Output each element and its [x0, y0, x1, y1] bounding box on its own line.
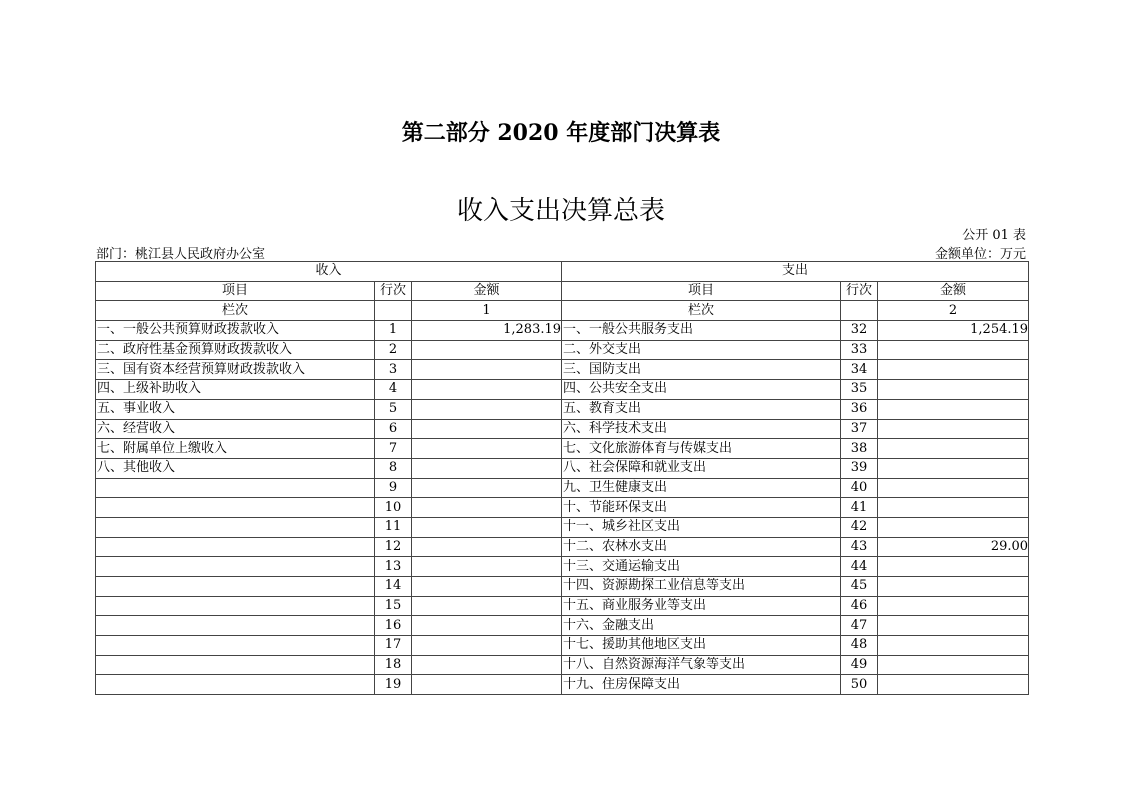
expense-amount-cell	[878, 399, 1029, 419]
expense-amount-cell	[878, 439, 1029, 459]
income-item-cell: 四、上级补助收入	[96, 380, 375, 400]
income-line-cell: 18	[375, 655, 412, 675]
expense-item-cell: 十八、自然资源海洋气象等支出	[562, 655, 841, 675]
expense-amount-cell	[878, 478, 1029, 498]
expense-item-cell: 六、科学技术支出	[562, 419, 841, 439]
table-row	[96, 596, 1029, 616]
expense-amount-header: 金额	[878, 281, 1029, 301]
table-row	[96, 577, 1029, 597]
income-amount-cell	[412, 517, 562, 537]
expense-line-cell: 46	[841, 596, 878, 616]
expense-item-cell: 四、公共安全支出	[562, 380, 841, 400]
expense-item-cell: 七、文化旅游体育与传媒支出	[562, 439, 841, 459]
table-row	[96, 439, 1029, 459]
expense-amount-cell	[878, 419, 1029, 439]
expense-amount-cell	[878, 655, 1029, 675]
income-amount-cell	[412, 419, 562, 439]
income-column-number: 1	[412, 301, 562, 321]
income-amount-cell	[412, 655, 562, 675]
income-line-cell: 7	[375, 439, 412, 459]
expense-item-cell: 十六、金融支出	[562, 616, 841, 636]
expense-amount-cell	[878, 517, 1029, 537]
income-amount-cell	[412, 360, 562, 380]
table-row	[96, 498, 1029, 518]
income-column-label: 栏次	[96, 301, 375, 321]
income-item-cell	[96, 675, 375, 695]
expense-header: 支出	[562, 262, 1029, 282]
income-amount-cell	[412, 458, 562, 478]
income-item-cell: 二、政府性基金预算财政拨款收入	[96, 340, 375, 360]
table-row	[96, 557, 1029, 577]
expense-item-cell: 十七、援助其他地区支出	[562, 636, 841, 656]
expense-item-header: 项目	[562, 281, 841, 301]
income-item-cell	[96, 537, 375, 557]
income-item-cell	[96, 577, 375, 597]
income-line-cell: 9	[375, 478, 412, 498]
table-row	[96, 340, 1029, 360]
income-item-cell: 五、事业收入	[96, 399, 375, 419]
income-item-cell	[96, 557, 375, 577]
income-amount-cell	[412, 596, 562, 616]
expense-item-cell: 十五、商业服务业等支出	[562, 596, 841, 616]
expense-line-cell: 32	[841, 321, 878, 341]
expense-column-label: 栏次	[562, 301, 841, 321]
income-line-cell: 6	[375, 419, 412, 439]
income-item-cell: 六、经营收入	[96, 419, 375, 439]
income-item-cell: 八、其他收入	[96, 458, 375, 478]
income-amount-cell: 1,283.19	[412, 321, 562, 341]
income-amount-cell	[412, 478, 562, 498]
income-amount-cell	[412, 557, 562, 577]
table-row	[96, 517, 1029, 537]
income-amount-cell	[412, 616, 562, 636]
income-line-cell: 1	[375, 321, 412, 341]
income-amount-cell	[412, 675, 562, 695]
expense-line-cell: 45	[841, 577, 878, 597]
expense-line-cell: 33	[841, 340, 878, 360]
income-amount-cell	[412, 636, 562, 656]
expense-line-cell: 44	[841, 557, 878, 577]
table-row	[96, 616, 1029, 636]
table-body	[96, 321, 1029, 695]
empty-cell	[841, 301, 878, 321]
income-expense-table	[95, 261, 1029, 695]
expense-item-cell: 十九、住房保障支出	[562, 675, 841, 695]
expense-amount-cell	[878, 616, 1029, 636]
income-line-cell: 15	[375, 596, 412, 616]
income-item-cell	[96, 596, 375, 616]
income-amount-cell	[412, 340, 562, 360]
expense-line-cell: 35	[841, 380, 878, 400]
expense-item-cell: 九、卫生健康支出	[562, 478, 841, 498]
expense-amount-cell	[878, 636, 1029, 656]
expense-item-cell: 八、社会保障和就业支出	[562, 458, 841, 478]
table-row	[96, 321, 1029, 341]
table-row	[96, 655, 1029, 675]
expense-item-cell: 一、一般公共服务支出	[562, 321, 841, 341]
expense-amount-cell: 1,254.19	[878, 321, 1029, 341]
income-line-cell: 2	[375, 340, 412, 360]
unit-label: 金额单位：万元	[934, 247, 1026, 262]
income-item-cell	[96, 655, 375, 675]
expense-amount-cell	[878, 596, 1029, 616]
income-item-header: 项目	[96, 281, 375, 301]
expense-item-cell: 十二、农林水支出	[562, 537, 841, 557]
expense-item-cell: 十、节能环保支出	[562, 498, 841, 518]
income-line-cell: 17	[375, 636, 412, 656]
income-line-cell: 3	[375, 360, 412, 380]
form-number: 公开 01 表	[962, 228, 1026, 243]
expense-amount-cell: 29.00	[878, 537, 1029, 557]
income-item-cell	[96, 478, 375, 498]
table-title: 收入支出决算总表	[456, 196, 665, 226]
income-item-cell	[96, 616, 375, 636]
expense-line-cell: 42	[841, 517, 878, 537]
table-row	[96, 458, 1029, 478]
expense-item-cell: 十三、交通运输支出	[562, 557, 841, 577]
income-item-cell	[96, 498, 375, 518]
expense-line-cell: 34	[841, 360, 878, 380]
expense-line-cell: 40	[841, 478, 878, 498]
expense-amount-cell	[878, 498, 1029, 518]
expense-amount-cell	[878, 557, 1029, 577]
table-row	[96, 636, 1029, 656]
expense-amount-cell	[878, 360, 1029, 380]
income-item-cell	[96, 517, 375, 537]
expense-amount-cell	[878, 340, 1029, 360]
income-line-cell: 11	[375, 517, 412, 537]
income-amount-cell	[412, 537, 562, 557]
income-item-cell: 一、一般公共预算财政拨款收入	[96, 321, 375, 341]
income-line-cell: 14	[375, 577, 412, 597]
income-line-cell: 13	[375, 557, 412, 577]
table-row	[96, 675, 1029, 695]
expense-line-cell: 48	[841, 636, 878, 656]
income-amount-cell	[412, 577, 562, 597]
table-row	[96, 380, 1029, 400]
income-line-cell: 12	[375, 537, 412, 557]
income-amount-cell	[412, 439, 562, 459]
expense-line-header: 行次	[841, 281, 878, 301]
expense-line-cell: 39	[841, 458, 878, 478]
department-label: 部门：桃江县人民政府办公室	[96, 247, 266, 262]
section-header-row	[96, 262, 1029, 282]
income-line-cell: 5	[375, 399, 412, 419]
table-row	[96, 419, 1029, 439]
income-amount-cell	[412, 498, 562, 518]
income-item-cell: 七、附属单位上缴收入	[96, 439, 375, 459]
income-amount-header: 金额	[412, 281, 562, 301]
expense-line-cell: 37	[841, 419, 878, 439]
income-line-cell: 19	[375, 675, 412, 695]
expense-line-cell: 47	[841, 616, 878, 636]
income-amount-cell	[412, 380, 562, 400]
table-row	[96, 399, 1029, 419]
income-line-header: 行次	[375, 281, 412, 301]
table-row	[96, 478, 1029, 498]
expense-amount-cell	[878, 380, 1029, 400]
expense-line-cell: 50	[841, 675, 878, 695]
income-item-cell: 三、国有资本经营预算财政拨款收入	[96, 360, 375, 380]
expense-amount-cell	[878, 458, 1029, 478]
income-line-cell: 10	[375, 498, 412, 518]
income-item-cell	[96, 636, 375, 656]
table-row	[96, 537, 1029, 557]
expense-line-cell: 41	[841, 498, 878, 518]
expense-line-cell: 38	[841, 439, 878, 459]
expense-item-cell: 二、外交支出	[562, 340, 841, 360]
expense-line-cell: 49	[841, 655, 878, 675]
expense-amount-cell	[878, 675, 1029, 695]
table-row	[96, 360, 1029, 380]
expense-line-cell: 43	[841, 537, 878, 557]
income-header: 收入	[96, 262, 562, 282]
expense-item-cell: 三、国防支出	[562, 360, 841, 380]
expense-line-cell: 36	[841, 399, 878, 419]
expense-column-number: 2	[878, 301, 1029, 321]
expense-item-cell: 十一、城乡社区支出	[562, 517, 841, 537]
part-title: 第二部分 2020 年度部门决算表	[401, 120, 721, 146]
column-number-row	[96, 301, 1029, 321]
income-line-cell: 4	[375, 380, 412, 400]
income-line-cell: 16	[375, 616, 412, 636]
expense-amount-cell	[878, 577, 1029, 597]
expense-item-cell: 五、教育支出	[562, 399, 841, 419]
expense-item-cell: 十四、资源勘探工业信息等支出	[562, 577, 841, 597]
income-line-cell: 8	[375, 458, 412, 478]
empty-cell	[375, 301, 412, 321]
column-header-row	[96, 281, 1029, 301]
income-amount-cell	[412, 399, 562, 419]
